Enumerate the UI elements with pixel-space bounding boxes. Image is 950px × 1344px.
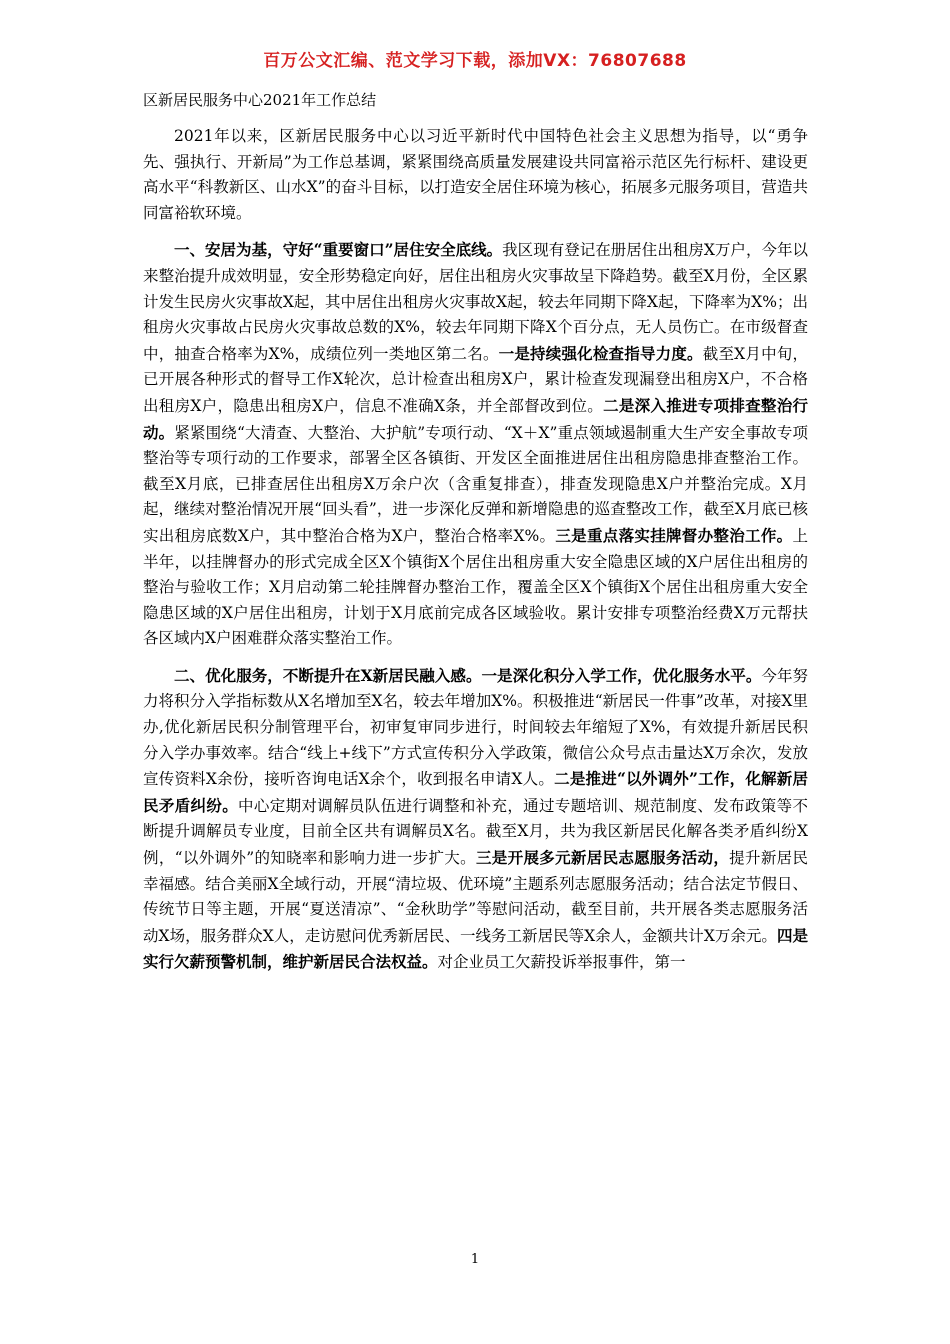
- section-2-point-4-text: 对企业员工欠薪投诉举报事件，第一: [437, 953, 686, 972]
- document-title: 区新居民服务中心2021年工作总结: [143, 91, 377, 109]
- header-banner: 百万公文汇编、范文学习下载，添加VX：76807688: [263, 51, 687, 71]
- intro-text: 2021年以来，区新居民服务中心以习近平新时代中国特色社会主义思想为指导，以“勇争先、强执行、开新局”为工作总基调，紧紧围绕高质量发展建设共同富裕示范区先行标杆、建设更高水平“科教新区、山水X”的奋斗目标，以打造安全居住环境为核心，拓展多元服务项目，营造共同富裕软环境。: [143, 127, 808, 222]
- section-2-point-1-text: 今年努力将积分入学指标数从X名增加至X名，较去年增加X%。积极推进“新居民一件事”改革，对接X里办,优化新居民积分制管理平台，初审复审同步进行，时间较去年缩短了X%，有效提升新居民积分入学办事效率。结合“线上+线下”方式宣传积分入学政策，微信公众号点击量达X万余次，发放宣传资料X余份，接听咨询电话X余个，收到报名申请X人。: [143, 666, 808, 789]
- section-2-point-2-text: 中心定期对调解员队伍进行调整和补充，通过专题培训、规范制度、发布政策等不断提升调解员专业度，目前全区共有调解员X名。截至X月，共为我区新居民化解各类矛盾纠纷X例，“以外调外”的知晓率和影响力进一步扩大。: [143, 796, 808, 868]
- section-2-heading: 二、优化服务，不断提升在X新居民融入感。一是深化积分入学工作，优化服务水平。: [174, 665, 762, 685]
- section-2-point-2-heading: 二是推进“以外调外”工作，化解新居民矛盾纠纷。: [143, 769, 808, 815]
- paragraph-section-1: [143, 237, 808, 652]
- section-1-point-3-heading: 三是重点落实挂牌督办整治工作。: [555, 525, 793, 545]
- section-2-point-3-text: 提升新居民幸福感。结合美丽X全域行动，开展“清垃圾、优环境”主题系列志愿服务活动；结合法定节假日、传统节日等主题，开展“夏送清凉”、“金秋助学”等慰问活动，截至目前，共开展各类志愿服务活动X场，服务群众X人，走访慰问优秀新居民、一线务工新居民等X余人，金额共计X万余元。: [143, 849, 808, 945]
- section-1-text: 我区现有登记在册居住出租房X万户，今年以来整治提升成效明显，安全形势稳定向好，居住出租房火灾事故呈下降趋势。截至X月份，全区累计发生民房火灾事故X起，其中居住出租房火灾事故X起，较去年同期下降X起，下降率为X%；出租房火灾事故占民房火灾事故总数的X%，较去年同期下降X个百分点，无人员伤亡。在市级督查中，抽查合格率为X%，成绩位列一类地区第二名。: [143, 241, 808, 363]
- page-number: 1: [470, 1252, 480, 1267]
- section-1-point-2-heading: 二是深入推进专项排查整治行动。: [143, 395, 808, 442]
- section-2-point-3-heading: 三是开展多元新居民志愿服务活动，: [475, 848, 730, 868]
- section-1-point-1-heading: 一是持续强化检查指导力度。: [498, 343, 703, 363]
- section-1-point-3-text: 上半年，以挂牌督办的形式完成全区X个镇街X个居住出租房重大安全隐患区域的X户居住出租房的整治与验收工作；X月启动第二轮挂牌督办整治工作，覆盖全区X个镇街X个居住出租房重大安全隐患区域的X户居住出租房，计划于X月底前完成各区域验收。累计安排专项整治经费X万元帮扶各区域内X户困难群众落实整治工作。: [143, 526, 808, 648]
- paragraph-intro: [143, 124, 808, 226]
- paragraph-section-2: [143, 663, 808, 976]
- section-1-heading: 一、安居为基，守好“重要窗口”居住安全底线。: [174, 240, 503, 260]
- section-2-point-4-heading: 四是实行欠薪预警机制，维护新居民合法权益。: [143, 925, 808, 972]
- section-1-point-2-text: 紧紧围绕“大清查、大整治、大护航”专项行动、“X＋X”重点领域遏制重大生产安全事故专项整治等专项行动的工作要求，部署全区各镇街、开发区全面推进居住出租房隐患排查整治工作。截至X月底，已排查居住出租房X万余户次（含重复排查），排查发现隐患X户并整治完成。X月起，继续对整治情况开展“回头看”，进一步深化反弹和新增隐患的巡查整改工作，截至X月底已核实出租房底数X户，其中整治合格为X户，整治合格率X%。: [143, 423, 808, 545]
- document-body: [143, 124, 808, 987]
- section-1-point-1-text: 截至X月中旬，已开展各种形式的督导工作X轮次，总计检查出租房X户，累计检查发现漏登出租房X户，不合格出租房X户，隐患出租房X户，信息不准确X条，并全部督改到位。: [143, 344, 808, 415]
